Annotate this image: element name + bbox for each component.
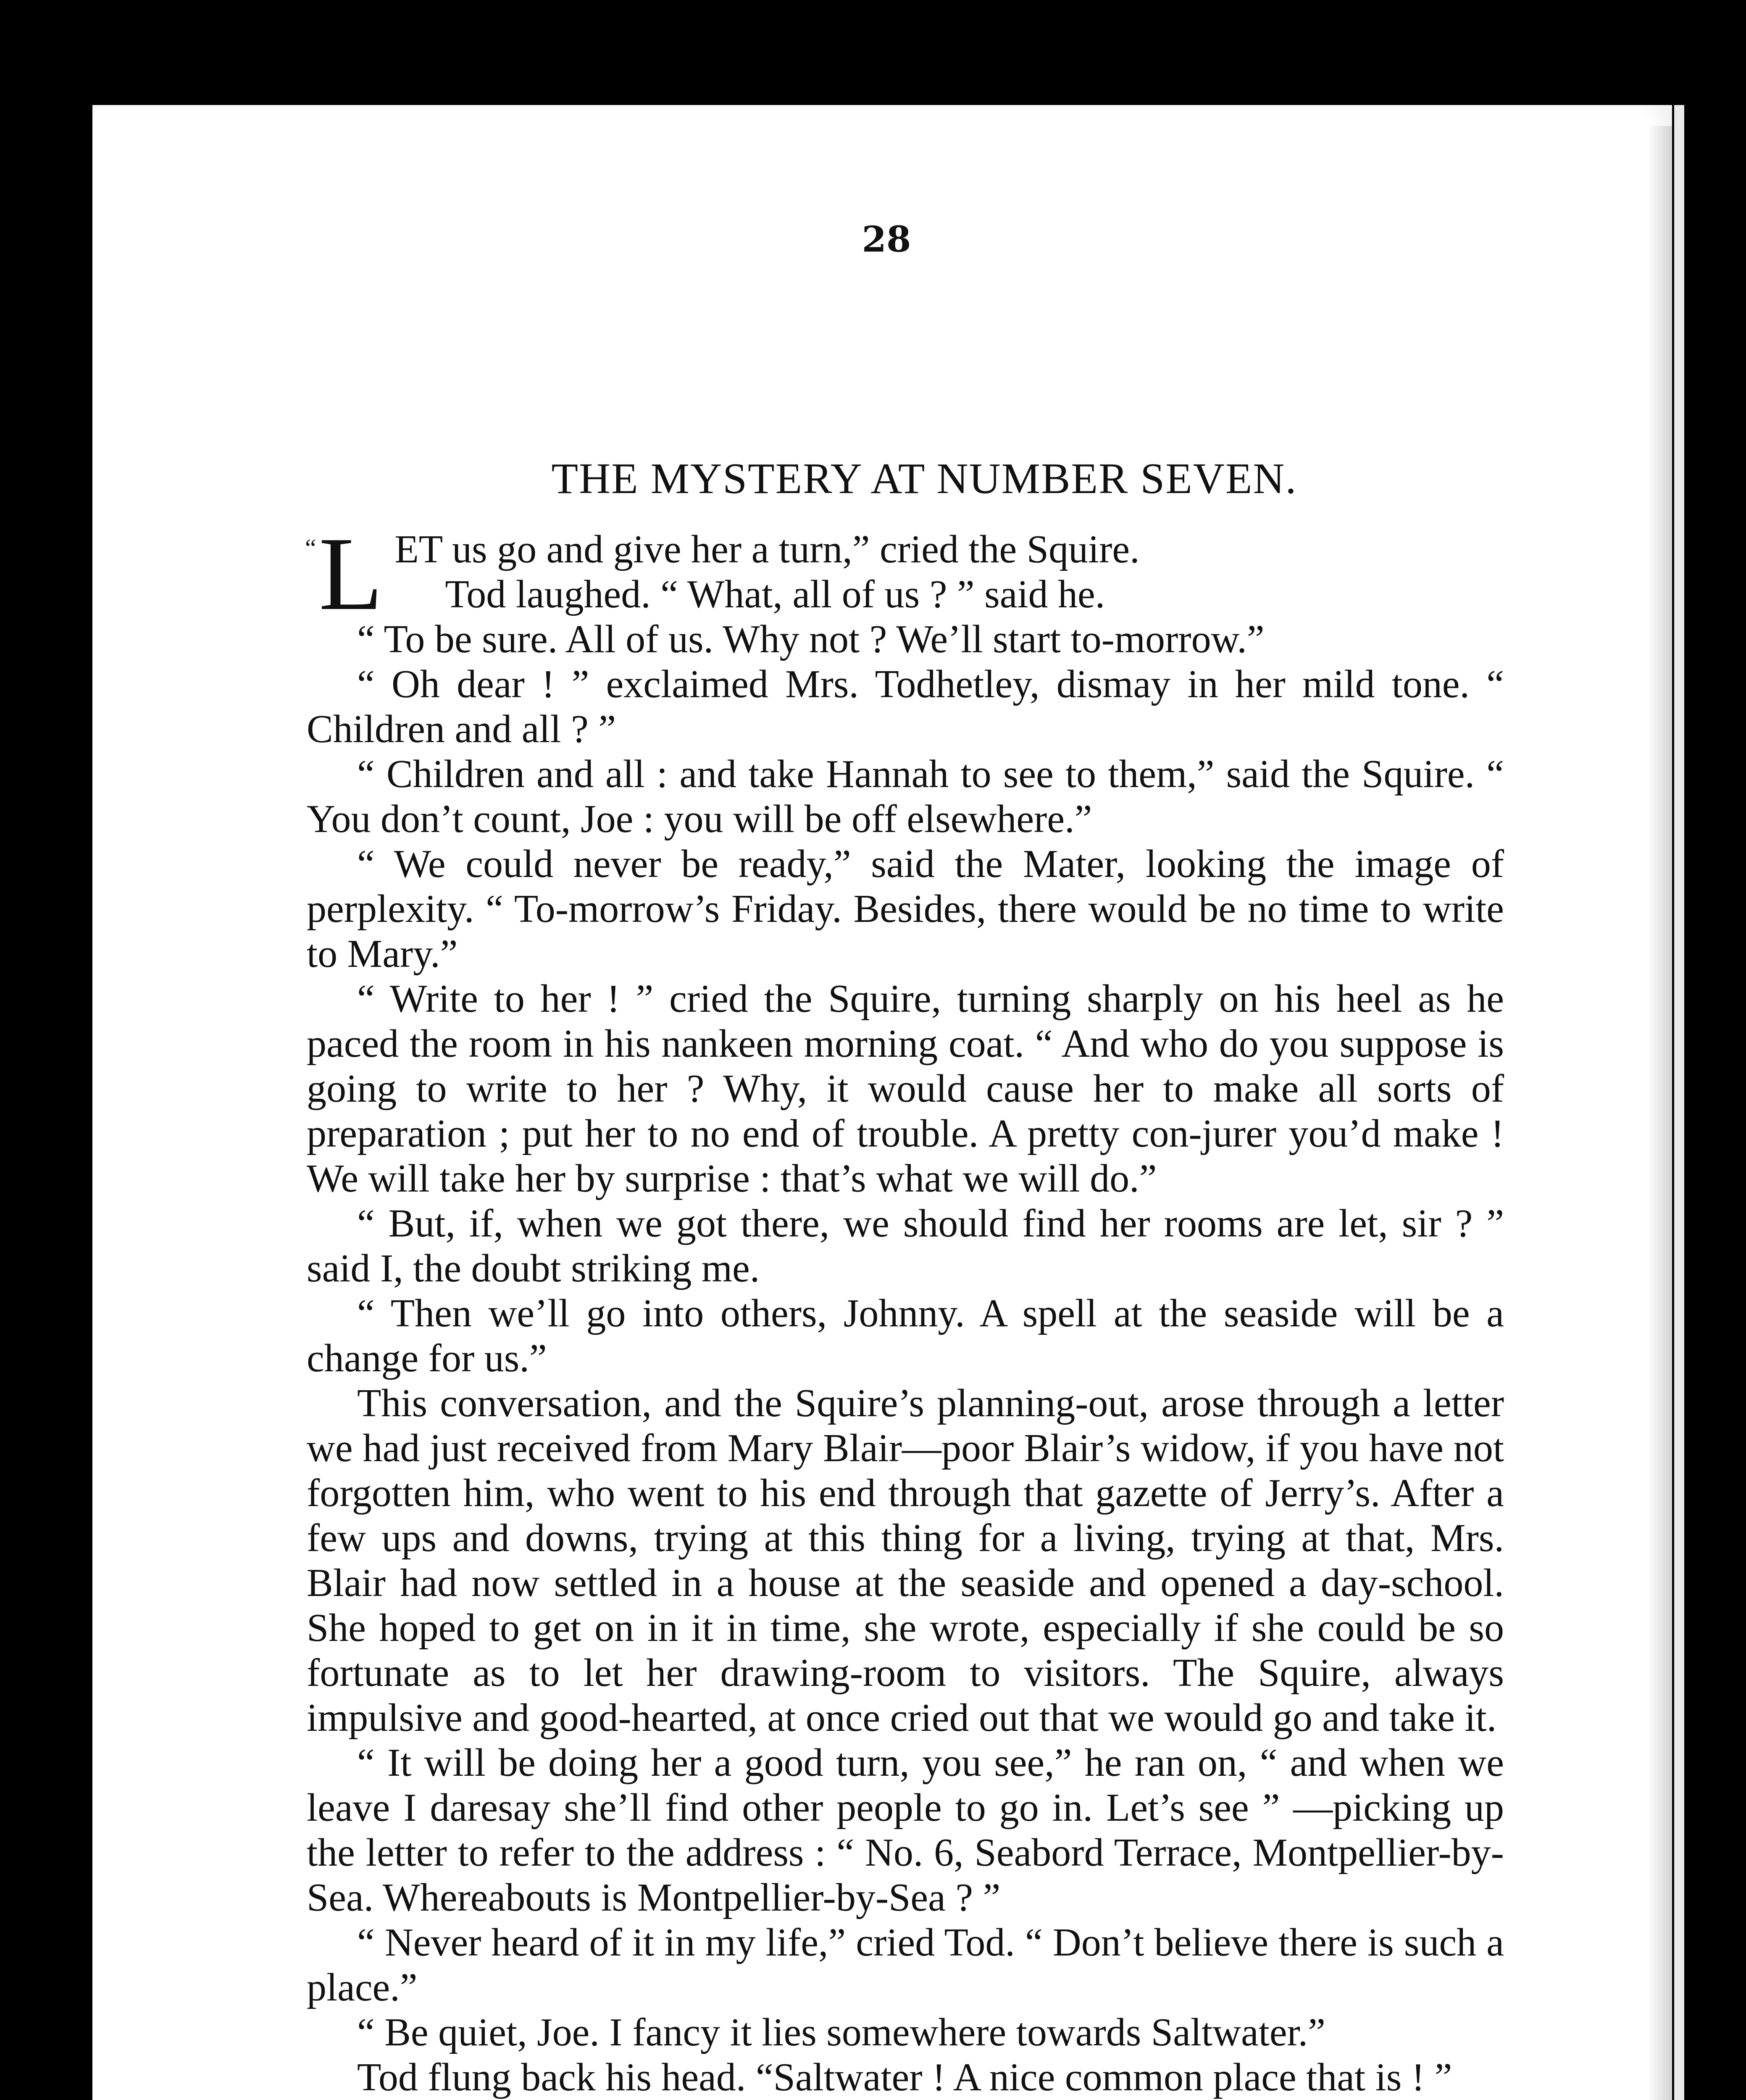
drop-cap: L <box>318 516 383 632</box>
next-page-edge <box>1674 105 1684 2100</box>
paragraph: “ To be sure. All of us. Why not ? We’ll start to-morrow.” <box>357 617 1265 661</box>
page-number: 28 <box>862 218 911 260</box>
page-gutter-shadow <box>1647 126 1672 2100</box>
chapter-title: THE MYSTERY AT NUMBER SEVEN. <box>551 454 1297 503</box>
paragraph: “ Be quiet, Joe. I fancy it lies somewhere towards Saltwater.” <box>357 2011 1325 2054</box>
paragraph: “ Write to her ! ” cried the Squire, turning sharply on his heel as he paced the room in his nankeen morning coat. “ And who do you suppose is going to write to her ? Why, it would cause her to make all sorts of preparation ; put her to no end of trouble. A pretty con-jurer you’d make ! We will take her by surprise : that’s what we will do.” <box>307 977 1504 1200</box>
paragraph: Tod flung back his head. “Saltwater ! A nice common place that is ! ” <box>357 2055 1452 2099</box>
paragraph: “ It will be doing her a good turn, you see,” he ran on, “ and when we leave I daresay she’ll find other people to go in. Let’s see ” —picking up the letter to refer to the address : “ No. 6, Seabord Terrace, Montpellier-by-Sea. Whereabouts is Montpellier-by-Sea ? ” <box>307 1741 1504 1919</box>
paragraph: Tod laughed. “ What, all of us ? ” said he. <box>445 572 1105 616</box>
paragraph: “ We could never be ready,” said the Mater, looking the image of perplexity. “ To-morrow’s Friday. Besides, there would be no time to write to Mary.” <box>307 842 1504 976</box>
paragraph: “ Children and all : and take Hannah to see to them,” said the Squire. “ You don’t count, Joe : you will be off elsewhere.” <box>307 752 1504 841</box>
paragraph: “ Never heard of it in my life,” cried Tod. “ Don’t believe there is such a place.” <box>307 1921 1504 2009</box>
paragraph: “ But, if, when we got there, we should find her rooms are let, sir ? ” said I, the doubt striking me. <box>307 1202 1504 1290</box>
body-text <box>305 516 1504 2100</box>
paragraph: “ Oh dear ! ” exclaimed Mrs. Todhetley, dismay in her mild tone. “ Children and all ? ” <box>307 662 1504 751</box>
opening-quote: “ <box>305 534 316 562</box>
paragraph: “ Then we’ll go into others, Johnny. A spell at the seaside will be a change for us.” <box>307 1292 1504 1380</box>
opening-text: ET us go and give her a turn,” cried the Squire. <box>394 528 1140 571</box>
paragraph: This conversation, and the Squire’s planning-out, arose through a letter we had just received from Mary Blair—poor Blair’s widow, if you have not forgotten him, who went to his end through that gazette of Jerry’s. After a few ups and downs, trying at this thing for a living, trying at that, Mrs. Blair had now settled in a house at the seaside and opened a day-school. She hoped to get on in it in time, she wrote, especially if she could be so fortunate as to let her drawing-room to visitors. The Squire, always impulsive and good-hearted, at once cried out that we would go and take it. <box>307 1381 1504 1740</box>
